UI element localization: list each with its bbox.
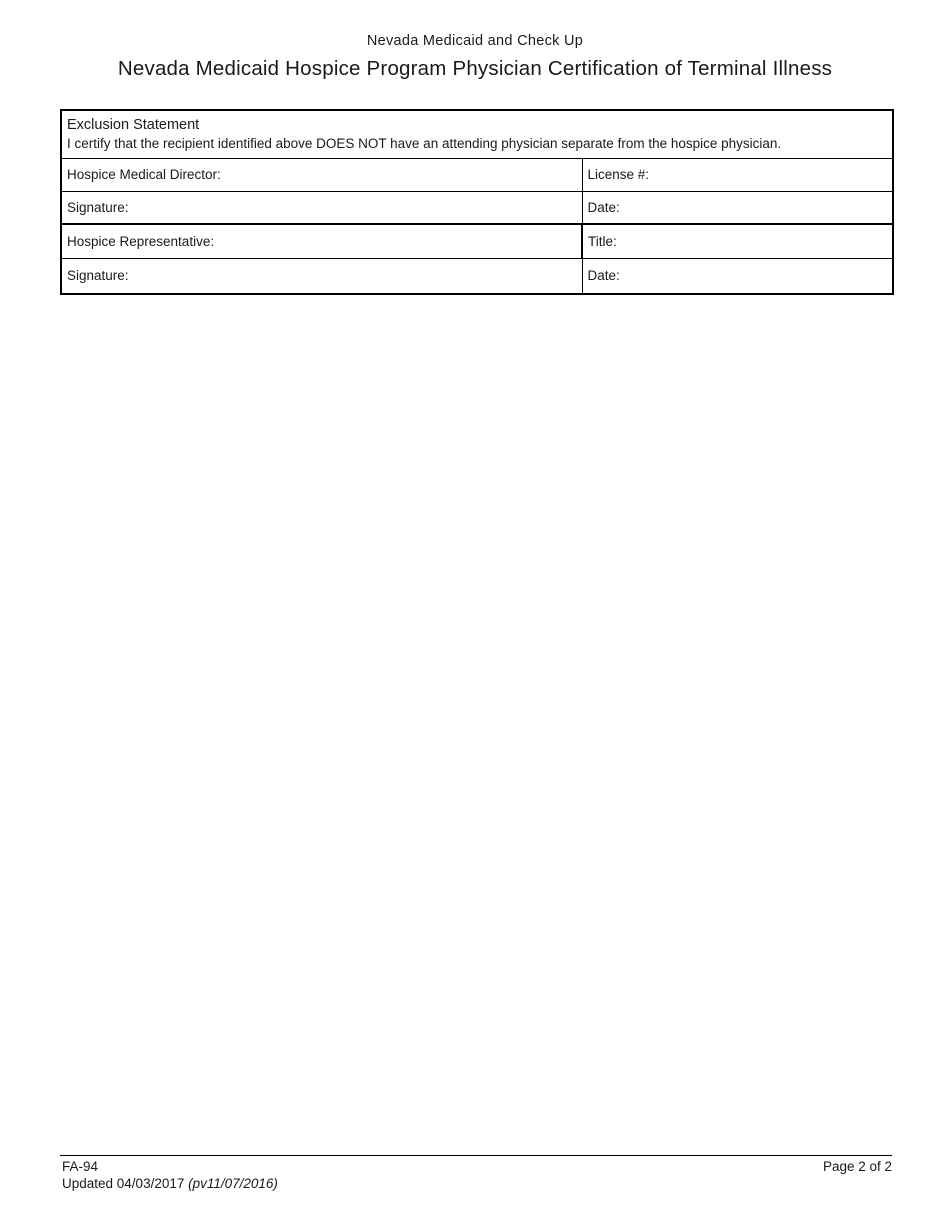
form-number: FA-94	[62, 1159, 99, 1174]
representative-title-field: Title:	[582, 224, 893, 258]
page-title: Nevada Medicaid Hospice Program Physician Certification of Terminal Illness	[117, 57, 833, 80]
form-updated-date	[62, 1176, 278, 1191]
director-signature-field: Signature:	[61, 191, 582, 224]
exclusion-statement-cell	[61, 110, 893, 158]
updated-version-text: (pv11/07/2016)	[188, 1176, 278, 1191]
exclusion-heading: Exclusion Statement	[67, 117, 200, 134]
license-number-field: License #:	[582, 158, 893, 191]
exclusion-statement-text: I certify that the recipient identified above DOES NOT have an attending physician separate from the hospice physician.	[67, 136, 782, 152]
exclusion-row	[61, 110, 893, 158]
page-number: Page 2 of 2	[822, 1159, 892, 1174]
table-row	[61, 258, 893, 294]
table-row	[61, 224, 893, 258]
footer-divider	[60, 1155, 892, 1156]
representative-date-field: Date:	[582, 258, 893, 294]
hospice-representative-field: Hospice Representative:	[61, 224, 582, 258]
representative-signature-field: Signature:	[61, 258, 582, 294]
certification-table	[60, 109, 894, 295]
document-subtitle: Nevada Medicaid and Check Up	[366, 33, 584, 49]
hospice-medical-director-field: Hospice Medical Director:	[61, 158, 582, 191]
table-row	[61, 191, 893, 224]
table-row	[61, 158, 893, 191]
director-date-field: Date:	[582, 191, 893, 224]
updated-date-text: Updated 04/03/2017	[62, 1176, 189, 1191]
